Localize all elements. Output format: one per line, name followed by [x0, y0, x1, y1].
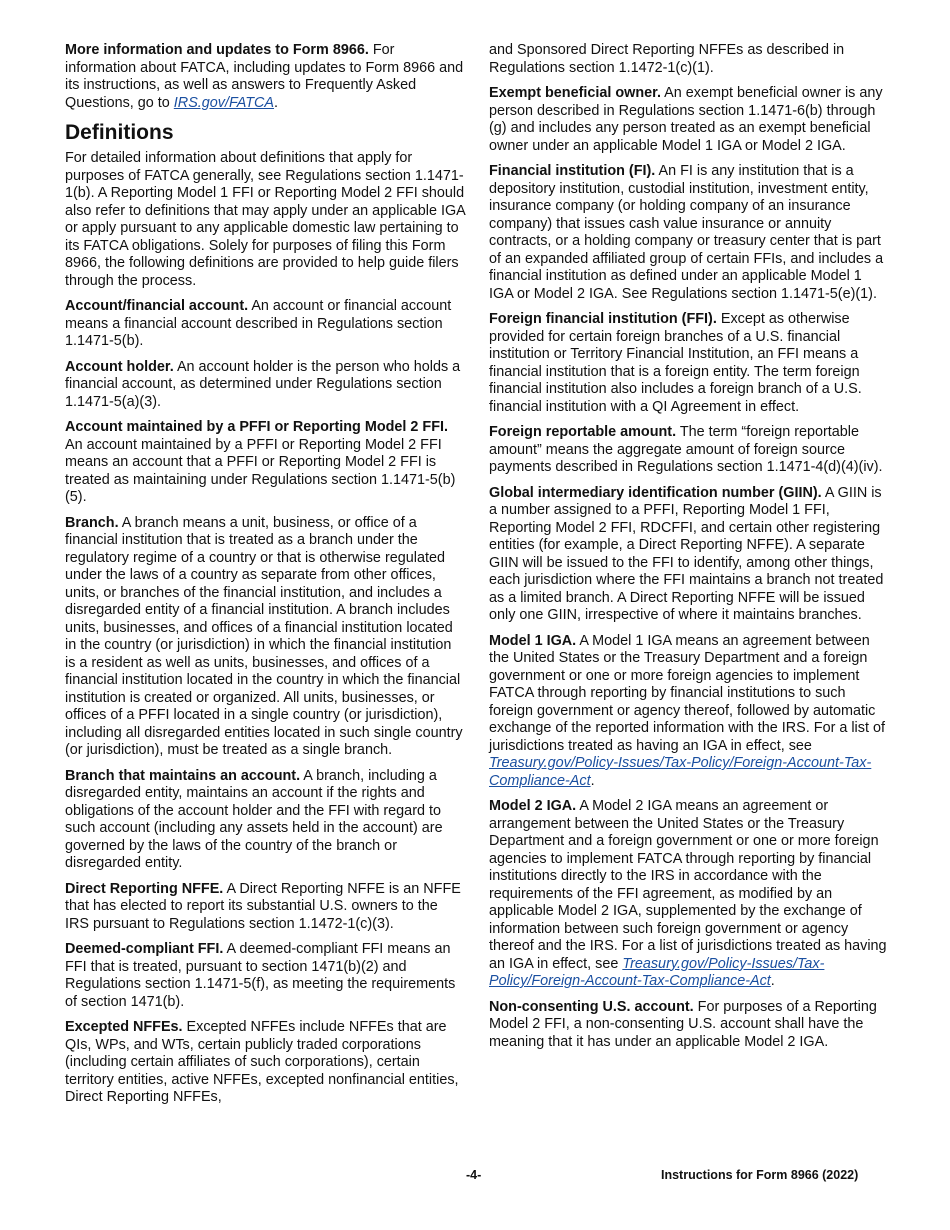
term: Account maintained by a PFFI or Reporting Model 2 FFI. [65, 419, 448, 435]
text: A GIIN is a number assigned to a PFFI, Reporting Model 1 FFI, Reporting Model 2 FFI, RDCFFI, and certain other registering entities (for example, a Direct Reporting NFFE). A separate GIIN will be issued to the FFI to identify, among other things, each jurisdiction where the FFI maintains a branch not treated as a limited branch. A Direct Reporting NFFE will be issued only one GIIN, irrespective of where it maintains branches. [489, 484, 884, 623]
text: For information about FATCA, including updates to Form 8966 and its instructions, as well as answers to Frequently Asked Questions, go to [65, 42, 464, 111]
text: An account maintained by a PFFI or Reporting Model 2 FFI means an account that a PFFI or Reporting Model 2 FFI is treated as maintaining under Regulations section 1.1471-5(b)(5). [65, 436, 456, 505]
term: More information and updates to Form 8966. [65, 42, 369, 58]
definition-direct-reporting-nffe [65, 881, 465, 934]
definition-giin [489, 485, 889, 625]
text: . [770, 973, 775, 989]
definition-account-maintained [65, 419, 465, 507]
term: Account holder. [65, 358, 174, 375]
term: Model 2 IGA. [489, 798, 577, 814]
term: Account/financial account. [65, 298, 249, 314]
text: A branch, including a disregarded entity, maintains an account if the rights and obligations of the account holder and the FFI with regard to such account (including any assets held in the account) are governed by the laws of the country of the branch or disregarded entity. [65, 767, 443, 871]
text: For purposes of a Reporting Model 2 FFI, a non-consenting U.S. account shall have the meaning that it has under an applicable Model 2 IGA. [489, 998, 877, 1050]
fatca-info-paragraph [65, 42, 465, 112]
text: A Direct Reporting NFFE is an NFFE that has elected to report its substantial U.S. owners to the IRS pursuant to Regulations section 1.1472-1(c)(3). [65, 880, 461, 932]
text: . [274, 94, 279, 111]
text: Excepted NFFEs include NFFEs that are QIs, WPs, and WTs, certain publicly traded corporations (including certain affiliates of such corporations), certain territory entities, active NFFEs, excepted nonfinancial entities, Direct Reporting NFFEs, [65, 1019, 459, 1105]
term: Model 1 IGA. [489, 632, 577, 649]
term: Direct Reporting NFFE. [65, 880, 224, 897]
text: An FI is any institution that is a depository institution, custodial institution, investment entity, insurance company (or holding company of an insurance company) that issues cash value insurance or annuity contracts, or a holding company or treasury center that is part of an expanded affiliated group of certain FFIs, and includes a financial institution as defined under an applicable Model 1 IGA or Model 2 IGA. See Regulations section 1.1471-5(e)(1). [489, 163, 884, 302]
term: Exempt beneficial owner. [489, 85, 661, 101]
term: Global intermediary identification number (GIIN). [489, 484, 822, 501]
term: Foreign reportable amount. [489, 424, 677, 440]
text: A Model 1 IGA means an agreement between the United States or the Treasury Department and a foreign government or one or more foreign agencies to implement FATCA through reporting by financial institutions to such foreign government or agency thereof, followed by automatic exchange of the reported information with the IRS. For a list of jurisdictions treated as having an IGA in effect, see [489, 632, 885, 754]
definition-foreign-reportable-amount [489, 424, 889, 477]
text: Except as otherwise provided for certain foreign branches of a U.S. financial institution or Territory Financial Institution, an FFI means a financial institution that is a foreign entity. The term foreign financial institution also includes a foreign branch of a U.S. financial institution with a QI Agreement in effect. [489, 311, 862, 415]
definition-model-1-iga [489, 633, 889, 791]
right-column [489, 42, 889, 1059]
term: Branch. [65, 514, 119, 531]
definition-model-2-iga [489, 798, 889, 991]
definitions-heading: Definitions [65, 121, 174, 144]
term: Non-consenting U.S. account. [489, 998, 694, 1015]
definition-account-holder [65, 359, 465, 412]
irs-fatca-link[interactable]: IRS.gov/FATCA [173, 94, 275, 111]
definition-excepted-nffes [65, 1019, 465, 1107]
term: Foreign financial institution (FFI). [489, 311, 717, 327]
page-number: -4- [466, 1168, 482, 1182]
text: An account or financial account means a financial account described in Regulations section 1.1471-5(b). [65, 298, 452, 349]
definition-branch-maintains-account [65, 768, 465, 873]
definitions-intro: For detailed information about definitions that apply for purposes of FATCA generally, see Regulations section 1.1471-1(b). A Reporting Model 1 FFI or Reporting Model 2 FFI should also refer to definitions that may apply under an applicable IGA or apply pursuant to any applicable domestic law pertaining to its FATCA obligations. Solely for purposes of filing this Form 8966, the following definitions are provided to help guide filers through the process. [65, 150, 465, 289]
definition-ffi [489, 311, 889, 416]
text: A deemed-compliant FFI means an FFI that is treated, pursuant to section 1471(b)(2) and Regulations section 1.1471-5(f), as meeting the requirements of section 1471(b). [65, 941, 456, 1010]
term: Branch that maintains an account. [65, 767, 301, 784]
text: An account holder is the person who holds a financial account, as determined under Regulations section 1.1471-5(a)(3). [65, 358, 461, 410]
definition-branch [65, 515, 465, 760]
definition-account [65, 298, 465, 351]
treasury-link[interactable]: Treasury.gov/Policy-Issues/Tax-Policy/Foreign-Account-Tax-Compliance-Act [489, 755, 872, 789]
term: Financial institution (FI). [489, 163, 656, 179]
text: The term “foreign reportable amount” means the aggregate amount of foreign source payments described in Regulations section 1.1471-4(d)(4)(iv). [489, 424, 883, 475]
text: . [590, 772, 595, 789]
definition-exempt-beneficial-owner [489, 85, 889, 155]
left-column [65, 42, 465, 1115]
definition-financial-institution [489, 163, 889, 303]
text: A branch means a unit, business, or office of a financial institution that is treated as a branch under the regulatory regime of a country or that is otherwise regulated under the laws of a country as separate from other offices, units, or branches of the financial institution, and includes a disregarded entity of a financial institution. A branch includes units, businesses, and offices of a financial institution located in the country (or jurisdiction) in which the financial institution is a resident as well as units, businesses, and offices of a financial institution located in the country in which the financial institution is created or organized. All units, businesses, or offices of a PFFI located in a single country (or jurisdiction), including all disregarded entities located in such single country (or jurisdiction), must be treated as a single branch. [65, 514, 463, 758]
term: Excepted NFFEs. [65, 1019, 183, 1035]
document-title: Instructions for Form 8966 (2022) [661, 1168, 859, 1182]
excepted-nffes-continued: and Sponsored Direct Reporting NFFEs as described in Regulations section 1.1472-1(c)(1). [489, 42, 845, 76]
definition-non-consenting-account [489, 999, 889, 1052]
text: An exempt beneficial owner is any person described in Regulations section 1.1471-6(b) through (g) and includes any person treated as an exempt beneficial owner under an applicable Model 1 IGA or Model 2 IGA. [489, 85, 883, 154]
definition-deemed-compliant-ffi [65, 941, 465, 1011]
term: Deemed-compliant FFI. [65, 941, 224, 957]
text: A Model 2 IGA means an agreement or arrangement between the United States or the Treasury Department and a foreign government or one or more foreign agencies to implement FATCA through reporting by financial institutions directly to the IRS in accordance with the requirements of the FFI agreement, as modified by an applicable Model 2 IGA, supplemented by the exchange of information between such foreign government or agency thereof and the IRS. For a list of jurisdictions treated as having an IGA in effect, see [489, 798, 887, 972]
treasury-link[interactable]: Treasury.gov/Policy-Issues/Tax-Policy/Foreign-Account-Tax-Compliance-Act [489, 955, 825, 989]
